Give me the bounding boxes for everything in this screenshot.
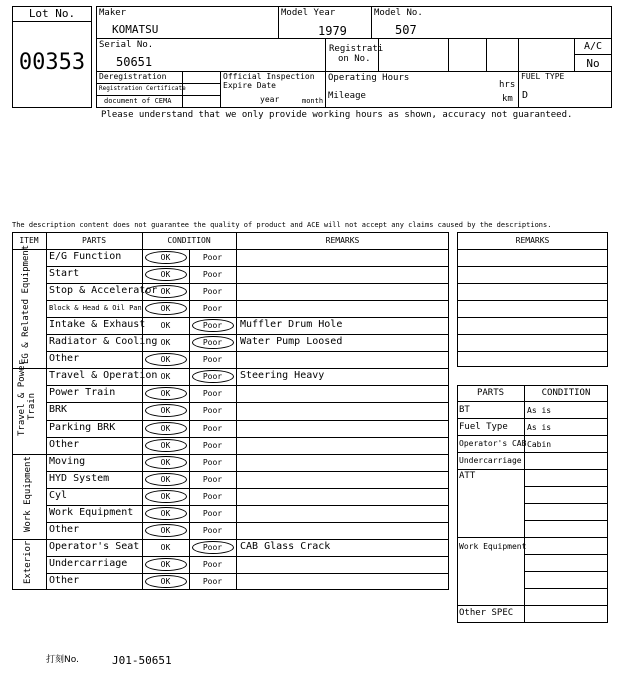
poor-label: Poor: [202, 321, 223, 331]
hrs-label: hrs: [499, 80, 516, 90]
part-name: Moving: [49, 455, 86, 467]
remark-text: CAB Glass Crack: [240, 540, 331, 552]
model-no-label: Model No.: [374, 8, 423, 18]
condition-selected-oval: [192, 541, 234, 554]
hours-note: Please understand that we only provide working hours as shown, accuracy not guaranteed.: [101, 110, 573, 120]
poor-label: Poor: [202, 508, 223, 518]
condition-selected-oval: [145, 456, 187, 469]
ok-label: OK: [160, 474, 171, 484]
part-name: Cyl: [49, 489, 68, 501]
ok-label: OK: [160, 542, 171, 552]
month-label: month: [302, 97, 324, 105]
poor-label: Poor: [202, 338, 223, 348]
registration-label-2: on No.: [338, 54, 371, 64]
part-name: Operator's Seat: [49, 540, 140, 552]
cab-label: Operator's CAB: [459, 439, 527, 448]
header-remarks: REMARKS: [325, 236, 360, 245]
part-name: Parking BRK: [49, 421, 116, 433]
ok-label: OK: [160, 559, 171, 569]
condition-selected-oval: [145, 422, 187, 435]
ok-label: OK: [160, 270, 171, 280]
model-no-value: 507: [395, 23, 417, 37]
condition-selected-oval: [145, 558, 187, 571]
km-label: km: [502, 94, 513, 104]
ok-label: OK: [160, 440, 171, 450]
fuel-label: Fuel Type: [459, 422, 508, 432]
right-condition-header: CONDITION: [541, 388, 591, 398]
ok-label: OK: [160, 508, 171, 518]
ok-label: OK: [160, 321, 171, 331]
operating-hours-label: Operating Hours: [328, 73, 410, 83]
deregistration-label: Deregistration: [99, 72, 167, 81]
mileage-label: Mileage: [328, 91, 366, 101]
poor-label: Poor: [202, 457, 223, 467]
condition-selected-oval: [145, 268, 187, 281]
category-eg-related: EG & Related Equipment: [21, 244, 31, 364]
undercarriage-label: Undercarriage: [459, 456, 522, 465]
condition-selected-oval: [145, 575, 187, 588]
right-parts-header: PARTS: [476, 388, 505, 398]
ok-label: OK: [160, 389, 171, 399]
poor-label: Poor: [202, 304, 223, 314]
part-name: Work Equipment: [49, 506, 134, 518]
poor-label: Poor: [202, 474, 223, 484]
poor-label: Poor: [202, 440, 223, 450]
part-name: Start: [49, 268, 80, 280]
year-label: year: [260, 95, 280, 104]
category-travel-power-2: Train: [27, 392, 37, 420]
poor-label: Poor: [202, 525, 223, 535]
part-name: Other: [49, 523, 80, 535]
poor-label: Poor: [202, 576, 223, 586]
header-parts: PARTS: [81, 236, 107, 245]
ac-value: No: [586, 57, 600, 70]
poor-label: Poor: [202, 270, 223, 280]
right-remarks-header: REMARKS: [515, 236, 550, 245]
remark-text: Muffler Drum Hole: [240, 319, 343, 331]
ok-label: OK: [160, 355, 171, 365]
poor-label: Poor: [202, 542, 223, 552]
model-year-label: Model Year: [281, 8, 336, 18]
maker-label: Maker: [99, 8, 127, 18]
serial-value: 50651: [116, 55, 153, 69]
part-name: Block & Head & Oil Pan: [49, 304, 142, 313]
ok-label: OK: [160, 423, 171, 433]
poor-label: Poor: [202, 559, 223, 569]
poor-label: Poor: [202, 287, 223, 297]
remark-text: Steering Heavy: [240, 370, 325, 382]
work-equipment-label: Work Equipment: [459, 542, 527, 551]
ok-label: OK: [160, 253, 171, 262]
inspection-label-1: Official Inspection: [223, 72, 315, 81]
poor-label: Poor: [202, 491, 223, 501]
condition-selected-oval: [145, 490, 187, 503]
ok-label: OK: [160, 576, 171, 586]
disclaimer: The description content does not guarantee the quality of product and ACE will not accept any claims caused by the descriptions.: [12, 221, 552, 229]
registration-label-1: Registrati: [329, 44, 384, 54]
header-item: ITEM: [19, 236, 39, 245]
bt-label: BT: [459, 405, 470, 415]
lot-label: Lot No.: [28, 7, 76, 20]
poor-label: Poor: [202, 372, 223, 382]
part-name: Other: [49, 574, 80, 586]
poor-label: Poor: [202, 423, 223, 433]
category-exterior: Exterior: [23, 540, 33, 584]
part-name: HYD System: [49, 472, 110, 484]
fuel-value: As is: [527, 423, 552, 432]
header-condition: CONDITION: [167, 236, 211, 245]
fuel-type-label: FUEL TYPE: [521, 72, 565, 81]
model-year-value: 1979: [318, 24, 347, 38]
ok-label: OK: [160, 372, 171, 382]
stamp-label: 打刻No.: [46, 655, 79, 665]
fuel-type-value: D: [522, 90, 529, 101]
ok-label: OK: [160, 525, 171, 535]
category-work-equipment: Work Equipment: [23, 456, 33, 532]
part-name: Other: [49, 438, 80, 450]
maker-value: KOMATSU: [112, 23, 159, 36]
poor-label: Poor: [202, 389, 223, 399]
ok-label: OK: [160, 491, 171, 501]
att-label: ATT: [459, 471, 476, 481]
poor-label: Poor: [202, 253, 223, 262]
part-name: Stop & Accelerator: [49, 285, 158, 297]
category-travel-power-1: Travel & Power: [17, 360, 27, 436]
bt-value: As is: [527, 406, 552, 415]
condition-selected-oval: [145, 524, 187, 537]
stamp-value: J01-50651: [112, 654, 172, 667]
condition-selected-oval: [145, 473, 187, 486]
remark-text: Water Pump Loosed: [240, 336, 343, 348]
cab-value: Cabin: [527, 440, 552, 449]
condition-selected-oval: [145, 507, 187, 520]
registration-certificate-label: Registration Certificate: [99, 85, 186, 92]
other-spec-label: Other SPEC: [459, 608, 514, 618]
part-name: Other: [49, 353, 80, 365]
ac-label: A/C: [583, 41, 603, 52]
cema-document-label: document of CEMA: [104, 97, 172, 105]
poor-label: Poor: [202, 406, 223, 416]
part-name: Travel & Operation: [49, 370, 158, 382]
poor-label: Poor: [202, 355, 223, 365]
inspection-label-2: Expire Date: [223, 81, 276, 90]
ok-label: OK: [160, 457, 171, 467]
ok-label: OK: [160, 287, 171, 297]
part-name: Intake & Exhaust: [49, 319, 146, 331]
condition-selected-oval: [145, 439, 187, 452]
ok-label: OK: [160, 338, 171, 348]
part-name: BRK: [49, 404, 68, 416]
serial-label: Serial No.: [99, 40, 154, 50]
part-name: Radiator & Cooling: [49, 336, 158, 348]
ok-label: OK: [160, 406, 171, 416]
part-name: Power Train: [49, 387, 116, 399]
lot-number: 00353: [18, 50, 86, 75]
part-name: Undercarriage: [49, 557, 128, 569]
condition-selected-oval: [145, 251, 187, 264]
part-name: E/G Function: [49, 251, 122, 262]
ok-label: OK: [160, 304, 171, 314]
